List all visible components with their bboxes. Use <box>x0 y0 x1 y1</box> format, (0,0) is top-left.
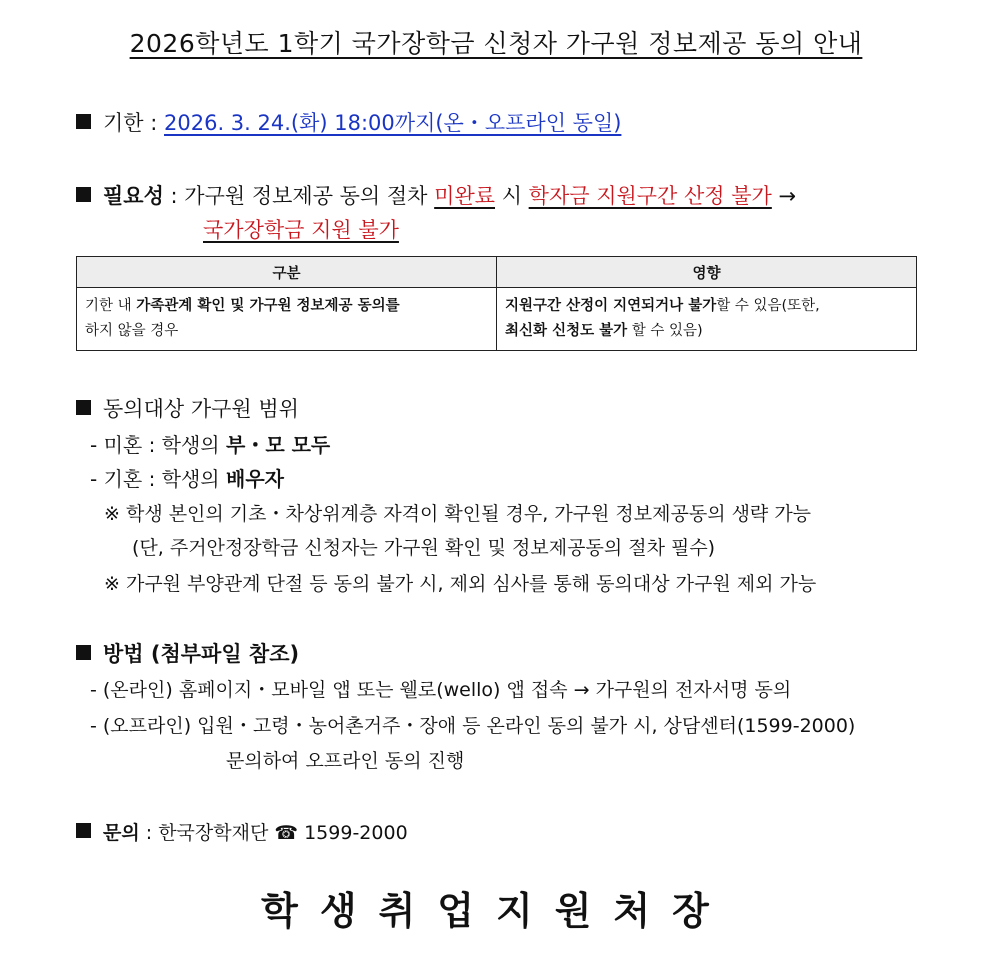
necessity-label: 필요성 <box>103 184 164 208</box>
contact-phone: 1599-2000 <box>304 822 408 844</box>
method-heading: 방법 (첨부파일 참조) <box>76 638 299 668</box>
deadline-value: 2026. 3. 24.(화) 18:00까지(온・오프라인 동일) <box>164 111 622 135</box>
scope-heading: 동의대상 가구원 범위 <box>76 393 299 423</box>
square-bullet-icon <box>76 400 91 415</box>
contact-line: 문의 : 한국장학재단 ☎ 1599-2000 <box>76 818 408 845</box>
scope-note-exemption: ※ 학생 본인의 기초・차상위계층 자격이 확인될 경우, 가구원 정보제공동의 생략 가능 <box>104 503 812 525</box>
table-header-row <box>77 257 917 288</box>
necessity-result: 국가장학금 지원 불가 <box>203 218 399 242</box>
square-bullet-icon <box>76 645 91 660</box>
scope-note-exclusion: ※ 가구원 부양관계 단절 등 동의 불가 시, 제외 심사를 통해 동의대상 가구원 제외 가능 <box>104 573 817 595</box>
table-cell-impact: 지원구간 산정이 지연되거나 불가할 수 있음(또한, 최신화 신청도 불가 할 수 있음) <box>497 288 917 351</box>
page-title: 2026학년도 1학기 국가장학금 신청자 가구원 정보제공 동의 안내 <box>129 29 863 58</box>
necessity-line: 필요성 : 가구원 정보제공 동의 절차 미완료 시 학자금 지원구간 산정 불가 → <box>76 180 796 210</box>
deadline-line: 기한 : 2026. 3. 24.(화) 18:00까지(온・오프라인 동일) <box>76 107 621 137</box>
issuer-signature: 학생취업지원처장 <box>261 889 731 933</box>
table-header-category: 구분 <box>77 257 497 288</box>
impact-table <box>76 256 917 351</box>
method-online: - (온라인) 홈페이지・모바일 앱 또는 웰로(wello) 앱 접속 → 가구원의 전자서명 동의 <box>90 679 792 701</box>
table-cell-category: 기한 내 가족관계 확인 및 가구원 정보제공 동의를 하지 않을 경우 <box>77 288 497 351</box>
arrow-icon: → <box>771 184 797 208</box>
scope-married: - 기혼 : 학생의 배우자 <box>90 467 284 491</box>
table-header-impact: 영향 <box>497 257 917 288</box>
necessity-calc-impossible: 학자금 지원구간 산정 불가 <box>528 184 772 208</box>
scope-unmarried: - 미혼 : 학생의 부・모 모두 <box>90 433 331 457</box>
square-bullet-icon <box>76 823 91 838</box>
method-offline-cont: 문의하여 오프라인 동의 진행 <box>226 750 465 772</box>
phone-icon: ☎ <box>274 822 299 844</box>
scope-note-exemption-cont: (단, 주거안정장학금 신청자는 가구원 확인 및 정보제공동의 절차 필수) <box>132 537 716 559</box>
method-offline: - (오프라인) 입원・고령・농어촌거주・장애 등 온라인 동의 불가 시, 상담센터(1599-2000) <box>90 715 856 737</box>
table-row <box>77 288 917 351</box>
square-bullet-icon <box>76 114 91 129</box>
square-bullet-icon <box>76 187 91 202</box>
deadline-label: 기한 <box>103 111 144 135</box>
necessity-incomplete: 미완료 <box>434 184 496 208</box>
